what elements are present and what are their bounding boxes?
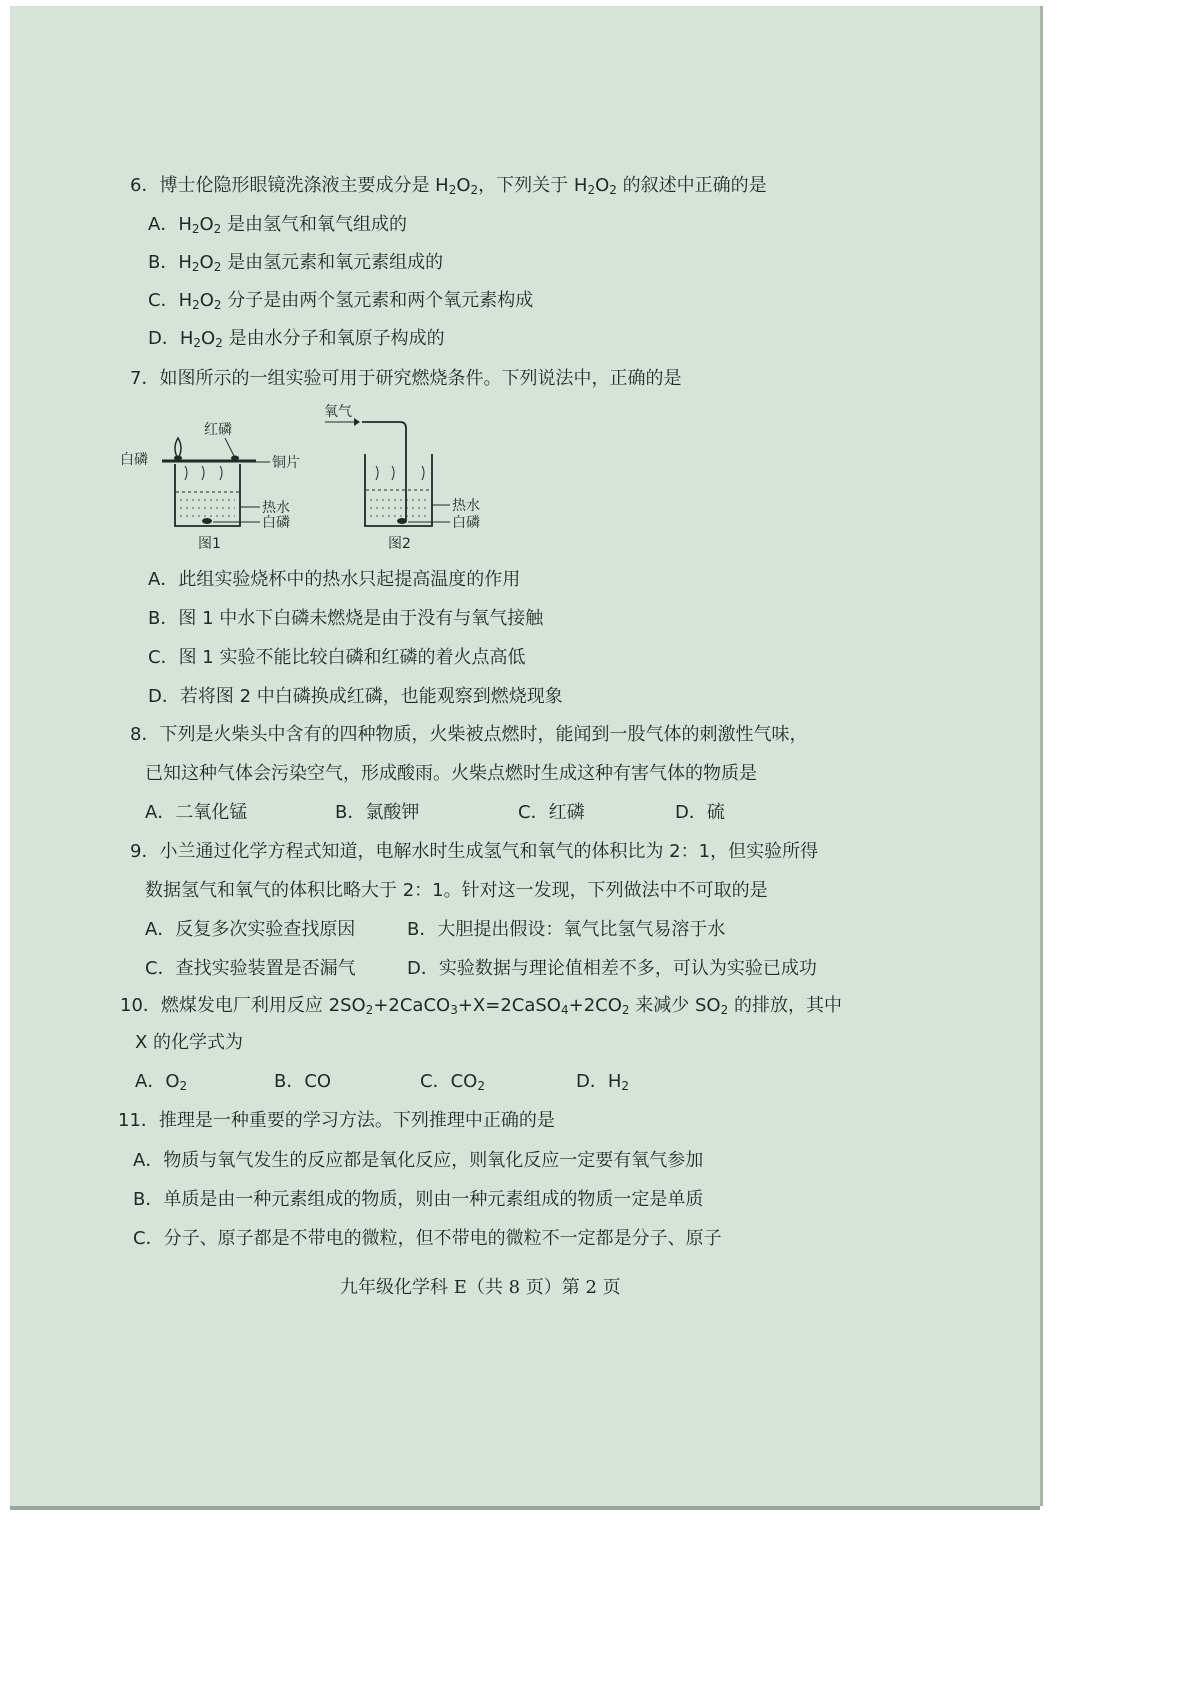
q7-stem: 7．如图所示的一组实验可用于研究燃烧条件。下列说法中，正确的是 [130,368,682,389]
oxygen-tube [362,422,406,520]
q9-option-b: B．大胆提出假设：氧气比氢气易溶于水 [407,919,726,940]
label-white-p-1: 白磷 [262,515,290,531]
caption-figure2: 图2 [388,536,411,552]
figure1-apparatus [162,438,270,526]
label-hot-water-2: 热水 [452,498,480,514]
beaker-1 [175,464,240,526]
steam-1 [185,466,222,480]
label-white-p-2: 白磷 [452,515,480,531]
figure2-apparatus [325,418,450,526]
q8-option-c: C．红磷 [518,802,585,823]
arrow-head-icon [354,418,360,426]
q9-stem-line1: 9．小兰通过化学方程式知道，电解水时生成氢气和氧气的体积比为 2：1，但实验所得 [130,841,819,862]
q10-option-a: A．$O_2$ [135,1071,188,1093]
q8-option-d: D．硫 [675,802,725,823]
q11-option-c: C．分子、原子都是不带电的微粒，但不带电的微粒不一定都是分子、原子 [133,1228,722,1249]
white-phosphorus-on-plate [174,456,182,461]
q7-figure [110,400,530,560]
steam-2 [376,466,424,480]
q10-option-b: B．CO [274,1071,332,1092]
q8-option-b: B．氯酸钾 [335,802,420,823]
q7-option-b: B．图 1 中水下白磷未燃烧是由于没有与氧气接触 [148,608,544,629]
label-oxygen: 氧气 [324,404,352,420]
q10-option-c: C．$CO_2$ [420,1071,485,1093]
q9-stem-line2: 数据氢气和氧气的体积比略大于 2：1。针对这一发现，下列做法中不可取的是 [145,880,768,901]
q9-option-a: A．反复多次实验查找原因 [145,919,356,940]
label-hot-water-1: 热水 [262,500,290,516]
label-red-p: 红磷 [204,422,232,438]
white-phosphorus-underwater-2 [397,518,407,524]
q8-option-a: A．二氧化锰 [145,802,248,823]
q10-stem-line1: 10．燃煤发电厂利用反应 $2SO_2+2CaCO_3+X=2CaSO_4+2CO_2$ 来减少 $SO_2$ 的排放，其中 [120,995,842,1017]
white-phosphorus-underwater-1 [202,518,212,524]
q6-option-b: B．$H_2O_2$ 是由氢元素和氧元素组成的 [148,252,444,274]
label-white-p-top: 白磷 [120,452,148,468]
q11-stem: 11．推理是一种重要的学习方法。下列推理中正确的是 [118,1110,555,1131]
q6-option-a: A．$H_2O_2$ 是由氢气和氧气组成的 [148,214,408,236]
q7-option-d: D．若将图 2 中白磷换成红磷，也能观察到燃烧现象 [148,686,563,707]
q11-option-a: A．物质与氧气发生的反应都是氧化反应，则氧化反应一定要有氧气参加 [133,1150,704,1171]
water-hatch-2 [370,500,428,516]
q6-option-d: D．$H_2O_2$ 是由水分子和氧原子构成的 [148,328,445,350]
q10-stem-line2: X 的化学式为 [135,1032,244,1053]
q9-option-d: D．实验数据与理论值相差不多，可认为实验已成功 [407,958,817,979]
q8-stem-line1: 8．下列是火柴头中含有的四种物质，火柴被点燃时，能闻到一股气体的刺激性气味， [130,724,808,745]
q10-option-d: D．$H_2$ [576,1071,630,1093]
paper-edge-right [1040,6,1043,1506]
q7-option-c: C．图 1 实验不能比较白磷和红磷的着火点高低 [148,647,526,668]
q6-option-c: C．$H_2O_2$ 分子是由两个氢元素和两个氧元素构成 [148,290,534,312]
leader-red-p [225,438,235,458]
q7-option-a: A．此组实验烧杯中的热水只起提高温度的作用 [148,569,521,590]
label-copper: 铜片 [272,455,300,471]
q11-option-b: B．单质是由一种元素组成的物质，则由一种元素组成的物质一定是单质 [133,1189,704,1210]
q9-option-c: C．查找实验装置是否漏气 [145,958,356,979]
water-hatch-1 [180,500,235,516]
q8-stem-line2: 已知这种气体会污染空气，形成酸雨。火柴点燃时生成这种有害气体的物质是 [145,763,757,784]
page-footer: 九年级化学科 E（共 8 页）第 2 页 [340,1277,621,1298]
paper-edge-bottom [10,1506,1040,1510]
q6-stem: 6．博士伦隐形眼镜洗涤液主要成分是 $H_2O_2$，下列关于 $H_2O_2$ 的叙述中正确的是 [130,175,767,197]
caption-figure1: 图1 [198,536,221,552]
